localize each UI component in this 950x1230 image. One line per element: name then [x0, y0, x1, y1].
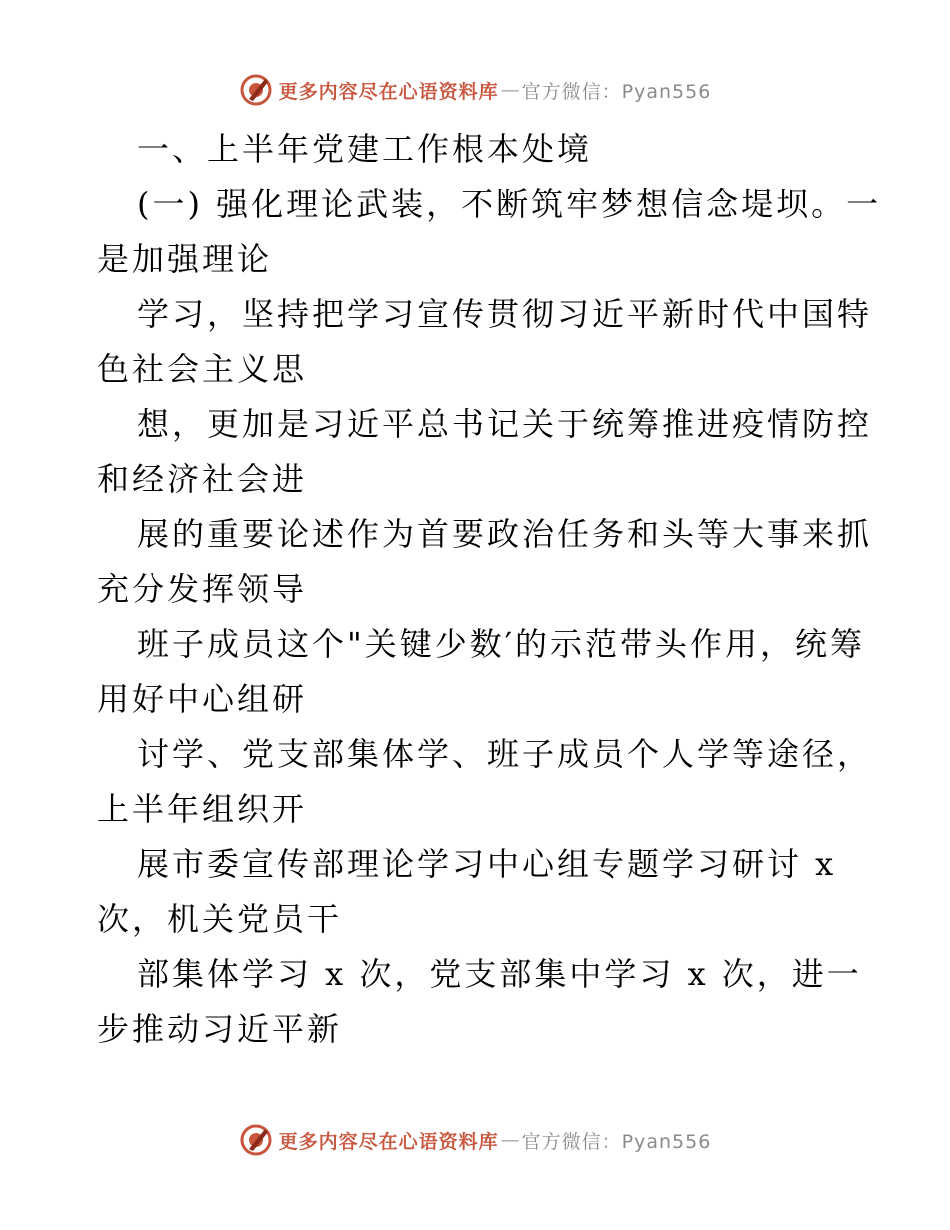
watermark-main-text: 更多内容尽在心语资料库 — [278, 80, 499, 103]
header-watermark — [0, 70, 950, 110]
pen-logo-icon — [239, 73, 273, 107]
paragraph-line: 是加强理论 — [97, 240, 273, 278]
watermark-separator: — — [500, 79, 520, 101]
paragraph-line: 想，更加是习近平总书记关于统筹推进疫情防控 — [137, 405, 873, 443]
paragraph-line: 步推动习近平新 — [97, 1010, 343, 1048]
paragraph-line: 次，机关党员干 — [97, 900, 343, 938]
paragraph-line: 色社会主义思 — [97, 350, 308, 388]
paragraph-line: (一) 强化理论武装，不断筑牢梦想信念堤坝。一 — [137, 185, 882, 223]
watermark-contact-text: 官方微信：Pyan556 — [521, 1130, 712, 1153]
paragraph-line: 上半年组织开 — [97, 790, 308, 828]
paragraph-line: 和经济社会进 — [97, 460, 308, 498]
watermark-main-text: 更多内容尽在心语资料库 — [278, 1130, 499, 1153]
document-body — [97, 122, 882, 1057]
paragraph-line: 班子成员这个"关键少数′的示范带头作用，统筹 — [137, 625, 865, 663]
paragraph-line: 讨学、党支部集体学、班子成员个人学等途径， — [137, 735, 873, 773]
paragraph-line: 充分发挥领导 — [97, 570, 308, 608]
watermark-separator: — — [500, 1129, 520, 1151]
footer-watermark — [0, 1120, 950, 1160]
paragraph-line: 用好中心组研 — [97, 680, 308, 718]
paragraph-line: 部集体学习 x 次，党支部集中学习 x 次，进一 — [137, 955, 862, 993]
pen-logo-icon — [239, 1123, 273, 1157]
section-heading: 一、上半年党建工作根本处境 — [137, 130, 593, 168]
paragraph-line: 展市委宣传部理论学习中心组专题学习研讨 x — [137, 845, 837, 883]
paragraph-line: 学习，坚持把学习宣传贯彻习近平新时代中国特 — [137, 295, 873, 333]
watermark-contact-text: 官方微信：Pyan556 — [521, 80, 712, 103]
paragraph-line: 展的重要论述作为首要政治任务和头等大事来抓 — [137, 515, 873, 553]
